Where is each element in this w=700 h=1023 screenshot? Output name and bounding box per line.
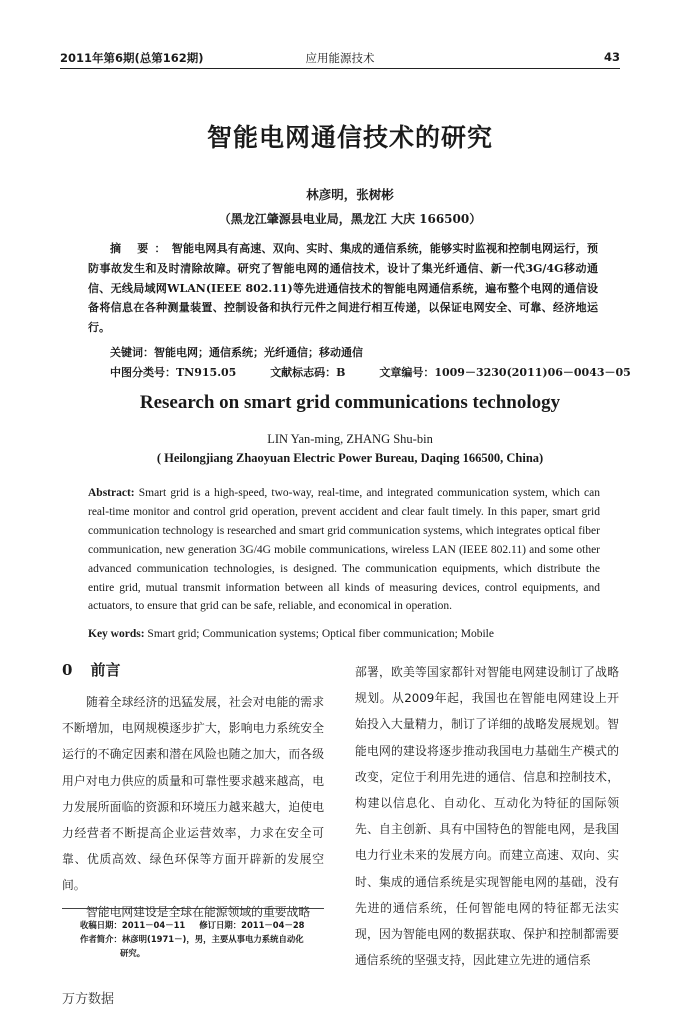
footnote-dates <box>80 918 330 932</box>
footnote <box>80 918 330 960</box>
classification-line <box>110 364 631 380</box>
section-number: 0 <box>62 661 73 679</box>
section-heading <box>62 659 120 680</box>
article-number: 文章编号：1009－3230(2011)06－0043－05 <box>379 366 631 379</box>
abstract-cn-text: 智能电网具有高速、双向、实时、集成的通信系统，能够实时监视和控制电网运行，预防事故发生和及时清除故障。研究了智能电网的通信技术，设计了集光纤通信、新一代3G/4G移动通信、无线局域网WLAN(IEEE 802.11)等先进通信技术的智能电网通信系统，遍布整个电网的通信设备将信息在各种测量装置、控制设备和执行元件之间进行相互传递，以保证电网安全、可靠、经济地运行。 <box>88 242 598 335</box>
revised-date: 修订日期：2011－04－28 <box>199 920 305 930</box>
authors-en: LIN Yan-ming, ZHANG Shu-bin <box>267 432 433 446</box>
paper-title-cn: 智能电网通信技术的研究 <box>206 123 493 152</box>
keywords-en-label: Key words: <box>88 628 145 640</box>
body-column-right <box>355 659 619 973</box>
body-paragraph: 部署，欧美等国家都针对智能电网建设制订了战略规划。从2009年起，我国也在智能电网建设上开始投入大量精力，制订了详细的战略发展规划。智能电网的建设将逐步推动我国电力基础生产模式的改变，定位于利用先进的通信、信息和控制技术，构建以信息化、自动化、互动化为特征的国际领先、自主创新、具有中国特色的智能电网，是我国电力行业未来的发展方向。而建立高速、双向、实时、集成的通信系统是实现智能电网的基础，没有先进的通信系统，任何智能电网的特征都无法实现，因为智能电网的数据获取、保护和控制都需要通信系统的坚强支持，因此建立先进的通信系 <box>355 665 619 968</box>
clc-number: 中图分类号：TN915.05 <box>110 366 237 379</box>
received-date: 收稿日期：2011－04－11 <box>80 920 186 930</box>
affiliation-cn: （黑龙江肇源县电业局，黑龙江 大庆 166500） <box>218 212 482 226</box>
page-number: 43 <box>603 50 620 64</box>
keywords-en-text: Smart grid; Communication systems; Optical fiber communication; Mobile <box>144 628 494 640</box>
body-column-left <box>62 689 324 925</box>
abstract-cn-label: 摘 要： <box>110 242 172 255</box>
authors-cn: 林彦明，张树彬 <box>306 187 394 202</box>
author-intro: 作者简介：林彦明(1971－)，男，主要从事电力系统自动化 <box>80 934 304 944</box>
abstract-en-text: Smart grid is a high-speed, two-way, real-time, and integrated communication system, which can real-time monitor and control grid operation, prevent accident and clear fault timely. In this paper, smart grid communication technology is researched and smart grid communication systems, which integrates optical fiber communication, new generation 3G/4G mobile communications, wireless LAN (IEEE 802.11) and some other advanced communication technologies, is designed. The communication equipments, which distribute the entire grid, mutual transmit information between all kinds of measuring devices, control equipments, and actuators, to ensure that grid can be safe, reliable, and economical in operation. <box>88 487 600 613</box>
journal-issue: 2011年第6期(总第162期) <box>60 51 204 65</box>
section-title: 前言 <box>90 661 121 679</box>
abstract-en <box>88 484 600 616</box>
running-header <box>60 46 620 69</box>
affiliation-en: ( Heilongjiang Zhaoyuan Electric Power Bureau, Daqing 166500, China) <box>156 451 544 465</box>
body-paragraph: 随着全球经济的迅猛发展，社会对电能的需求不断增加，电网规模逐步扩大，影响电力系统安全运行的不确定因素和潜在风险也随之加大，而各级用户对电力供应的质量和可靠性要求越来越高，电力发展所面临的资源和环境压力越来越大，迫使电力经营者不断提高企业运营效率，力求在安全可靠、优质高效、绿色环保等方面开辟新的发展空间。 <box>62 695 324 893</box>
watermark: 万方数据 <box>62 992 115 1007</box>
keywords-en <box>88 628 600 640</box>
document-code: 文献标志码：B <box>270 366 346 379</box>
keywords-cn-text: 智能电网；通信系统；光纤通信；移动通信 <box>154 346 363 359</box>
paper-title-en: Research on smart grid communications technology <box>139 392 561 413</box>
keywords-cn-label: 关键词： <box>110 346 154 359</box>
body-paragraph: 智能电网建设是全球在能源领域的重要战略 <box>86 904 311 919</box>
abstract-cn <box>88 239 598 338</box>
abstract-en-label: Abstract: <box>88 487 135 499</box>
footnote-divider <box>62 908 324 909</box>
author-intro-continued: 研究。 <box>120 948 146 958</box>
keywords-cn <box>110 344 600 360</box>
journal-name: 应用能源技术 <box>305 51 375 65</box>
